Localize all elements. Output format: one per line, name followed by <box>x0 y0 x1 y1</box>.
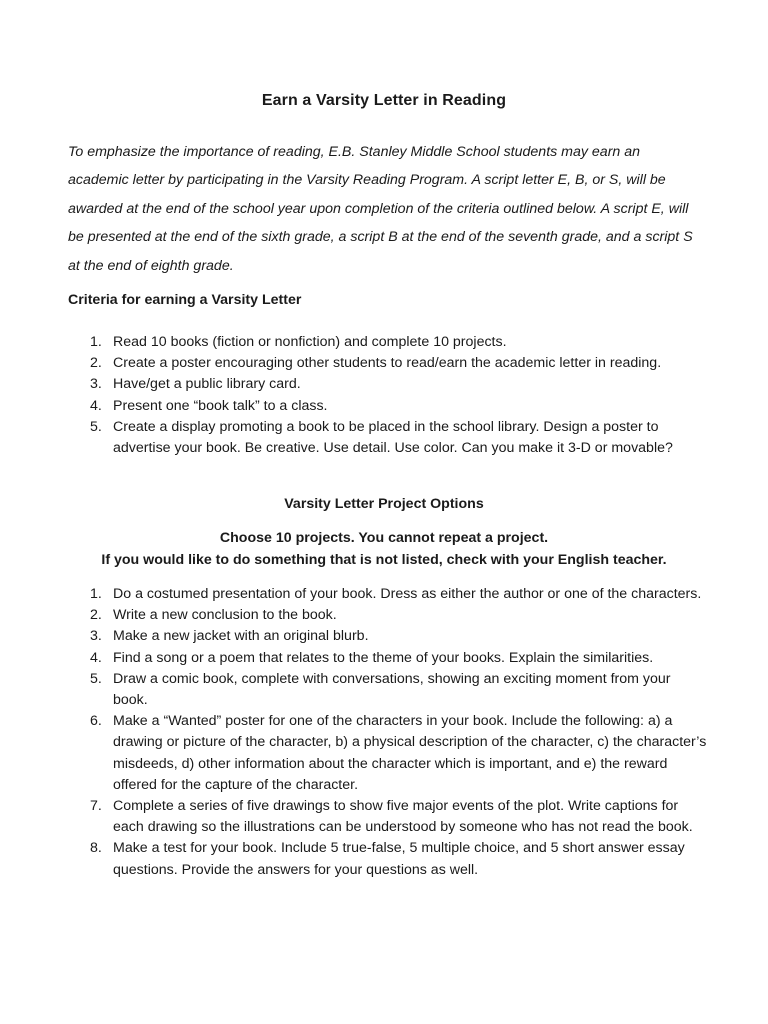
option-item-text: Make a “Wanted” poster for one of the characters in your book. Include the following: a) a drawing or picture of the character, b) a physical description of the character, c) the character’s misdeeds, d) other information about the character which is important, and e) the reward offered for the capture of the character. <box>113 713 707 793</box>
list-number: 4. <box>90 649 102 666</box>
options-instructions <box>0 528 768 571</box>
criteria-item <box>68 417 708 459</box>
criteria-item-text: Read 10 books (fiction or nonfiction) and complete 10 projects. <box>113 334 507 350</box>
list-number: 4. <box>90 397 102 414</box>
option-item <box>68 605 708 626</box>
option-item <box>68 838 708 880</box>
option-item <box>68 711 708 796</box>
option-item <box>68 648 708 669</box>
list-number: 3. <box>90 376 102 393</box>
option-item-text: Write a new conclusion to the book. <box>113 607 337 624</box>
criteria-item-text: Create a display promoting a book to be placed in the school library. Design a poster to advertise your book. Be creative. Use detail. Use color. Can you make it 3-D or movable? <box>113 418 673 457</box>
criteria-item <box>68 353 708 374</box>
list-number: 2. <box>90 607 102 624</box>
intro-paragraph: To emphasize the importance of reading, E.B. Stanley Middle School students may earn an academic letter by participating in the Varsity Reading Program. A script letter E, B, or S, will be awarded at the end of the school year upon completion of the criteria outlined below. A script E, will be presented at the end of the sixth grade, a script B at the end of the seventh grade, and a script S at the end of eighth grade. <box>68 144 693 274</box>
option-item <box>68 796 708 838</box>
options-instruction-line: Choose 10 projects. You cannot repeat a project. <box>219 530 549 546</box>
criteria-item <box>68 332 708 353</box>
document-title: Earn a Varsity Letter in Reading <box>261 92 507 109</box>
list-number: 8. <box>90 840 102 857</box>
option-item-text: Make a test for your book. Include 5 true-false, 5 multiple choice, and 5 short answer essay questions. Provide the answers for your questions as well. <box>113 840 685 878</box>
criteria-item <box>68 374 708 395</box>
list-number: 1. <box>90 586 102 602</box>
criteria-list <box>68 332 708 459</box>
criteria-item <box>68 396 708 417</box>
option-item <box>68 626 708 647</box>
list-number: 5. <box>90 418 102 435</box>
options-heading: Varsity Letter Project Options <box>284 496 484 512</box>
list-number: 7. <box>90 798 102 815</box>
option-item <box>68 669 708 711</box>
criteria-item-text: Present one “book talk” to a class. <box>113 397 328 414</box>
option-item-text: Do a costumed presentation of your book. Dress as either the author or one of the characters. <box>113 586 702 602</box>
options-list <box>68 584 708 881</box>
option-item-text: Complete a series of five drawings to show five major events of the plot. Write captions for each drawing so the illustrations can be understood by someone who has not read the book. <box>113 798 693 836</box>
list-number: 6. <box>90 713 102 730</box>
criteria-item-text: Create a poster encouraging other students to read/earn the academic letter in reading. <box>113 355 662 372</box>
option-item-text: Find a song or a poem that relates to the theme of your books. Explain the similarities. <box>113 649 654 666</box>
list-number: 5. <box>90 670 102 687</box>
option-item-text: Draw a comic book, complete with conversations, showing an exciting moment from your book. <box>113 670 671 709</box>
options-instruction-line: If you would like to do something that is not listed, check with your English teacher. <box>101 551 667 568</box>
list-number: 2. <box>90 355 102 372</box>
list-number: 3. <box>90 628 102 645</box>
option-item-text: Make a new jacket with an original blurb. <box>113 628 369 645</box>
option-item <box>68 584 708 605</box>
criteria-item-text: Have/get a public library card. <box>113 376 301 393</box>
criteria-heading: Criteria for earning a Varsity Letter <box>68 292 302 308</box>
list-number: 1. <box>90 334 102 350</box>
